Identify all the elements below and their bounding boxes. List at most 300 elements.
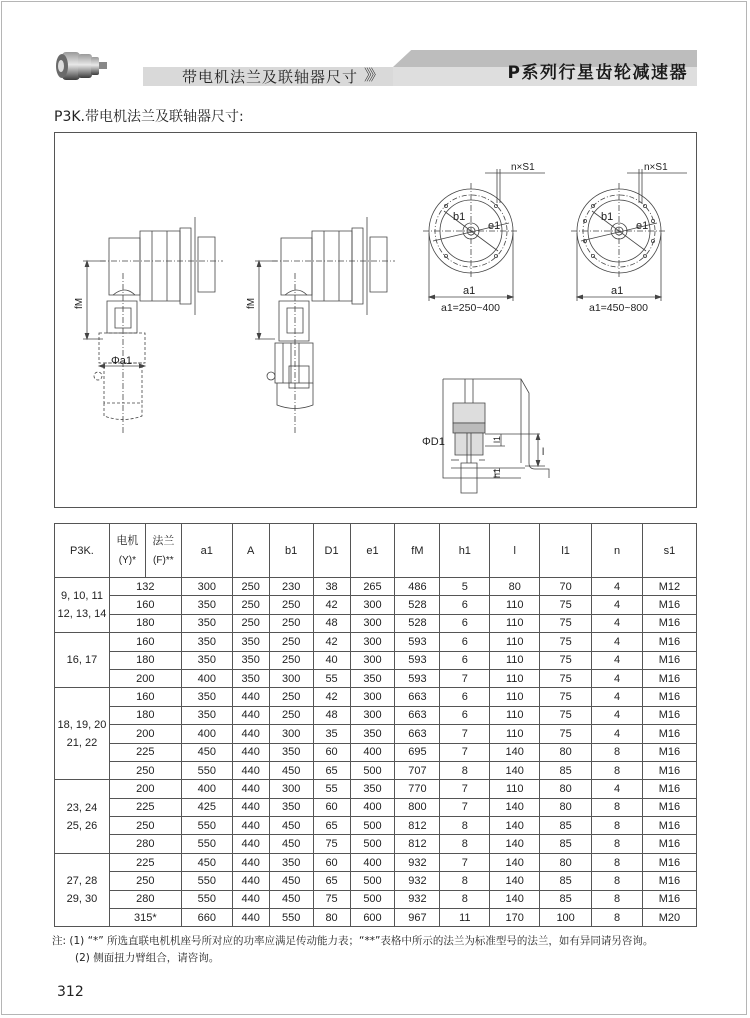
table-cell: M20 bbox=[642, 909, 696, 927]
table-cell: 250 bbox=[269, 633, 313, 651]
table-cell: 80 bbox=[540, 853, 592, 871]
header-flange-bottom: (F)** bbox=[153, 554, 174, 566]
table-cell: 440 bbox=[232, 725, 269, 743]
table-cell: M16 bbox=[642, 614, 696, 632]
table-cell: 140 bbox=[490, 872, 540, 890]
table-cell: 225 bbox=[109, 853, 181, 871]
table-cell: 200 bbox=[109, 669, 181, 687]
l-label: l bbox=[542, 447, 545, 458]
table-cell: 140 bbox=[490, 835, 540, 853]
table-cell: 225 bbox=[109, 798, 181, 816]
model-line-1: 23, 24 bbox=[66, 801, 98, 814]
table-cell: 6 bbox=[440, 706, 490, 724]
dimension-table bbox=[54, 523, 697, 927]
table-cell: 400 bbox=[181, 669, 232, 687]
table-cell: 663 bbox=[395, 706, 440, 724]
table-cell: 6 bbox=[440, 651, 490, 669]
table-cell: 110 bbox=[490, 725, 540, 743]
table-row bbox=[55, 909, 697, 927]
header-A: A bbox=[232, 524, 269, 578]
table-cell: 350 bbox=[269, 743, 313, 761]
table-row bbox=[55, 706, 697, 724]
header-b1: b1 bbox=[269, 524, 313, 578]
table-cell: 593 bbox=[395, 651, 440, 669]
note-1: 注: (1) “*” 所选直联电机机座号所对应的功率应满足传动能力表；“**”表格中所示的法兰为标准型号的法兰，如有异同请另咨询。 bbox=[52, 935, 654, 947]
table-cell: 4 bbox=[592, 578, 643, 596]
table-cell: 486 bbox=[395, 578, 440, 596]
table-cell: 350 bbox=[350, 780, 395, 798]
table-cell: 85 bbox=[540, 872, 592, 890]
table-cell: 440 bbox=[232, 835, 269, 853]
model-line-1: 27, 28 bbox=[66, 875, 98, 888]
table-cell: 300 bbox=[269, 725, 313, 743]
table-cell: 280 bbox=[109, 890, 181, 908]
table-cell: 75 bbox=[313, 835, 350, 853]
table-cell: 75 bbox=[540, 633, 592, 651]
gearbox-left bbox=[94, 217, 223, 433]
flange-view-small bbox=[423, 169, 545, 301]
table-cell: 812 bbox=[395, 835, 440, 853]
table-cell: 695 bbox=[395, 743, 440, 761]
table-cell: M16 bbox=[642, 817, 696, 835]
model-cell bbox=[55, 688, 110, 780]
table-row bbox=[55, 651, 697, 669]
table-cell: 250 bbox=[269, 596, 313, 614]
table-cell: 250 bbox=[269, 706, 313, 724]
table-cell: 85 bbox=[540, 761, 592, 779]
table-cell: 300 bbox=[269, 780, 313, 798]
model-line-2: 25, 26 bbox=[66, 819, 98, 832]
table-cell: 230 bbox=[269, 578, 313, 596]
table-cell: 350 bbox=[269, 798, 313, 816]
table-cell: 265 bbox=[350, 578, 395, 596]
table-row bbox=[55, 614, 697, 632]
table-cell: 500 bbox=[350, 872, 395, 890]
header-fM: fM bbox=[395, 524, 440, 578]
table-cell: 450 bbox=[269, 817, 313, 835]
table-cell: 7 bbox=[440, 669, 490, 687]
table-cell: 400 bbox=[350, 798, 395, 816]
model-cell bbox=[55, 853, 110, 927]
table-cell: M16 bbox=[642, 651, 696, 669]
table-cell: 48 bbox=[313, 706, 350, 724]
table-cell: 350 bbox=[350, 669, 395, 687]
table-cell: 593 bbox=[395, 669, 440, 687]
table-row bbox=[55, 596, 697, 614]
table-cell: 85 bbox=[540, 890, 592, 908]
table-cell: 300 bbox=[269, 669, 313, 687]
table-cell: 7 bbox=[440, 743, 490, 761]
table-cell: M16 bbox=[642, 743, 696, 761]
table-cell: 8 bbox=[592, 890, 643, 908]
table-cell: 80 bbox=[540, 743, 592, 761]
table-cell: 4 bbox=[592, 725, 643, 743]
model-line-2: 12, 13, 14 bbox=[57, 608, 107, 621]
table-cell: 180 bbox=[109, 614, 181, 632]
table-cell: 65 bbox=[313, 761, 350, 779]
table-cell: 812 bbox=[395, 817, 440, 835]
page-number: 312 bbox=[57, 984, 84, 1000]
table-row bbox=[55, 780, 697, 798]
table-cell: 550 bbox=[181, 872, 232, 890]
table-cell: 35 bbox=[313, 725, 350, 743]
table-cell: 4 bbox=[592, 596, 643, 614]
table-cell: 450 bbox=[269, 761, 313, 779]
table-cell: 110 bbox=[490, 669, 540, 687]
a1-label-large: a1 bbox=[611, 285, 624, 297]
gearbox-right bbox=[255, 217, 395, 433]
model-line-2: 29, 30 bbox=[66, 893, 98, 906]
table-cell: 110 bbox=[490, 633, 540, 651]
header-n: n bbox=[592, 524, 643, 578]
table-cell: 280 bbox=[109, 835, 181, 853]
table-cell: 300 bbox=[350, 614, 395, 632]
model-cell bbox=[55, 780, 110, 854]
table-cell: M16 bbox=[642, 706, 696, 724]
table-cell: 440 bbox=[232, 780, 269, 798]
table-cell: 4 bbox=[592, 633, 643, 651]
note-2: (2) 侧面扭力臂组合，请咨询。 bbox=[75, 952, 220, 964]
header-D1: D1 bbox=[313, 524, 350, 578]
header-l: l bbox=[490, 524, 540, 578]
table-cell: 400 bbox=[181, 780, 232, 798]
table-cell: 132 bbox=[109, 578, 181, 596]
table-cell: 450 bbox=[269, 835, 313, 853]
table-cell: 440 bbox=[232, 817, 269, 835]
table-cell: 75 bbox=[540, 725, 592, 743]
table-cell: 500 bbox=[350, 761, 395, 779]
header-flange bbox=[145, 524, 181, 578]
table-cell: 7 bbox=[440, 780, 490, 798]
table-cell: 75 bbox=[540, 688, 592, 706]
phi-a1-label: Φa1 bbox=[111, 355, 133, 367]
h1-label: h1 bbox=[492, 467, 502, 478]
table-cell: 932 bbox=[395, 853, 440, 871]
table-cell: M16 bbox=[642, 835, 696, 853]
table-cell: 4 bbox=[592, 651, 643, 669]
table-cell: 6 bbox=[440, 596, 490, 614]
header-l1: l1 bbox=[540, 524, 592, 578]
table-cell: 593 bbox=[395, 633, 440, 651]
table-cell: 350 bbox=[232, 669, 269, 687]
flange-view-large bbox=[571, 169, 687, 301]
table-cell: 550 bbox=[269, 909, 313, 927]
model-line-1: 9, 10, 11 bbox=[60, 590, 103, 603]
table-cell: 80 bbox=[540, 780, 592, 798]
table-cell: 60 bbox=[313, 853, 350, 871]
table-header-row bbox=[55, 524, 697, 578]
fm-label-left: fM bbox=[74, 297, 85, 309]
table-cell: 8 bbox=[592, 872, 643, 890]
table-cell: 8 bbox=[592, 835, 643, 853]
table-cell: 8 bbox=[592, 817, 643, 835]
table-cell: 663 bbox=[395, 688, 440, 706]
table-cell: M16 bbox=[642, 596, 696, 614]
table-cell: 300 bbox=[350, 688, 395, 706]
table-cell: 550 bbox=[181, 835, 232, 853]
table-cell: 160 bbox=[109, 633, 181, 651]
table-cell: 110 bbox=[490, 614, 540, 632]
header-a1: a1 bbox=[181, 524, 232, 578]
table-cell: 200 bbox=[109, 780, 181, 798]
table-row bbox=[55, 817, 697, 835]
table-cell: 300 bbox=[350, 651, 395, 669]
table-cell: 400 bbox=[350, 743, 395, 761]
table-cell: 440 bbox=[232, 798, 269, 816]
header-flange-top: 法兰 bbox=[152, 534, 175, 547]
table-cell: 550 bbox=[181, 817, 232, 835]
technical-drawing bbox=[54, 132, 697, 508]
table-cell: 8 bbox=[440, 890, 490, 908]
table-cell: 440 bbox=[232, 890, 269, 908]
table-cell: 75 bbox=[540, 614, 592, 632]
table-cell: 110 bbox=[490, 780, 540, 798]
header-motor-bottom: (Y)* bbox=[118, 554, 136, 566]
table-cell: M16 bbox=[642, 780, 696, 798]
table-cell: 110 bbox=[490, 651, 540, 669]
section-title: P3K.带电机法兰及联轴器尺寸: bbox=[54, 109, 244, 125]
table-cell: M16 bbox=[642, 761, 696, 779]
header-motor-top: 电机 bbox=[116, 534, 139, 547]
table-cell: M12 bbox=[642, 578, 696, 596]
table-cell: 100 bbox=[540, 909, 592, 927]
table-cell: 8 bbox=[440, 872, 490, 890]
table-cell: 80 bbox=[313, 909, 350, 927]
range-small-label: a1=250~400 bbox=[441, 302, 500, 314]
table-cell: 65 bbox=[313, 872, 350, 890]
table-cell: 440 bbox=[232, 743, 269, 761]
chevron-right-icon: 》》 bbox=[364, 66, 381, 84]
range-large-label: a1=450~800 bbox=[589, 302, 648, 314]
table-cell: 48 bbox=[313, 614, 350, 632]
table-cell: 110 bbox=[490, 596, 540, 614]
table-cell: 160 bbox=[109, 688, 181, 706]
table-row bbox=[55, 633, 697, 651]
table-cell: 7 bbox=[440, 725, 490, 743]
table-cell: 140 bbox=[490, 817, 540, 835]
table-cell: 663 bbox=[395, 725, 440, 743]
table-cell: 250 bbox=[232, 578, 269, 596]
table-cell: 528 bbox=[395, 614, 440, 632]
table-cell: 75 bbox=[540, 596, 592, 614]
table-cell: 8 bbox=[440, 761, 490, 779]
table-cell: 140 bbox=[490, 890, 540, 908]
table-cell: 550 bbox=[181, 761, 232, 779]
table-cell: 250 bbox=[269, 614, 313, 632]
header-h1: h1 bbox=[440, 524, 490, 578]
table-cell: 140 bbox=[490, 743, 540, 761]
table-cell: 300 bbox=[350, 596, 395, 614]
table-cell: 4 bbox=[592, 780, 643, 798]
table-cell: 4 bbox=[592, 706, 643, 724]
table-cell: 932 bbox=[395, 890, 440, 908]
table-cell: 300 bbox=[350, 706, 395, 724]
table-cell: 250 bbox=[269, 651, 313, 669]
table-cell: 42 bbox=[313, 688, 350, 706]
table-cell: 160 bbox=[109, 596, 181, 614]
table-cell: 55 bbox=[313, 780, 350, 798]
table-cell: 250 bbox=[269, 688, 313, 706]
table-row bbox=[55, 835, 697, 853]
table-row bbox=[55, 578, 697, 596]
table-row bbox=[55, 743, 697, 761]
table-cell: 6 bbox=[440, 688, 490, 706]
table-cell: 42 bbox=[313, 596, 350, 614]
table-cell: 65 bbox=[313, 817, 350, 835]
table-cell: 500 bbox=[350, 817, 395, 835]
table-cell: 350 bbox=[269, 853, 313, 871]
table-cell: 225 bbox=[109, 743, 181, 761]
table-row bbox=[55, 853, 697, 871]
table-cell: M16 bbox=[642, 853, 696, 871]
table-cell: 75 bbox=[313, 890, 350, 908]
table-cell: 85 bbox=[540, 835, 592, 853]
table-cell: 11 bbox=[440, 909, 490, 927]
table-cell: 7 bbox=[440, 853, 490, 871]
table-cell: 440 bbox=[232, 706, 269, 724]
table-row bbox=[55, 725, 697, 743]
b1-label-large: b1 bbox=[601, 211, 614, 223]
b1-label-small: b1 bbox=[453, 211, 466, 223]
table-cell: 350 bbox=[181, 688, 232, 706]
table-cell: 250 bbox=[109, 872, 181, 890]
table-cell: 140 bbox=[490, 798, 540, 816]
table-cell: 60 bbox=[313, 798, 350, 816]
table-cell: 4 bbox=[592, 669, 643, 687]
table-cell: 350 bbox=[181, 614, 232, 632]
table-cell: 4 bbox=[592, 614, 643, 632]
table-cell: 967 bbox=[395, 909, 440, 927]
table-cell: 350 bbox=[232, 633, 269, 651]
table-cell: 800 bbox=[395, 798, 440, 816]
table-cell: 75 bbox=[540, 669, 592, 687]
gearbox-logo-icon bbox=[48, 46, 112, 84]
table-cell: 110 bbox=[490, 706, 540, 724]
table-cell: 55 bbox=[313, 669, 350, 687]
model-line-1: 16, 17 bbox=[66, 654, 98, 667]
table-cell: 350 bbox=[181, 633, 232, 651]
table-cell: 85 bbox=[540, 817, 592, 835]
table-cell: 7 bbox=[440, 798, 490, 816]
table-cell: M16 bbox=[642, 633, 696, 651]
table-cell: 450 bbox=[181, 743, 232, 761]
table-cell: 440 bbox=[232, 909, 269, 927]
table-cell: 600 bbox=[350, 909, 395, 927]
series-title: P系列行星齿轮减速器 bbox=[507, 63, 688, 83]
table-cell: 8 bbox=[440, 835, 490, 853]
table-cell: 250 bbox=[109, 817, 181, 835]
model-line-2: 21, 22 bbox=[66, 736, 98, 749]
table-cell: 300 bbox=[350, 633, 395, 651]
table-cell: 200 bbox=[109, 725, 181, 743]
table-cell: 528 bbox=[395, 596, 440, 614]
table-cell: 440 bbox=[232, 853, 269, 871]
table-cell: 500 bbox=[350, 835, 395, 853]
table-cell: 350 bbox=[181, 706, 232, 724]
table-cell: 70 bbox=[540, 578, 592, 596]
table-cell: 400 bbox=[350, 853, 395, 871]
header-e1: e1 bbox=[350, 524, 395, 578]
table-cell: 8 bbox=[440, 817, 490, 835]
table-cell: 315* bbox=[109, 909, 181, 927]
table-cell: 110 bbox=[490, 688, 540, 706]
table-cell: 770 bbox=[395, 780, 440, 798]
phi-d1-label: ΦD1 bbox=[422, 436, 445, 448]
table-cell: 660 bbox=[181, 909, 232, 927]
table-cell: 350 bbox=[181, 651, 232, 669]
header-motor bbox=[109, 524, 145, 578]
table-cell: 250 bbox=[232, 596, 269, 614]
table-cell: 350 bbox=[350, 725, 395, 743]
table-cell: 440 bbox=[232, 688, 269, 706]
table-cell: 5 bbox=[440, 578, 490, 596]
table-cell: 250 bbox=[109, 761, 181, 779]
a1-label-small: a1 bbox=[463, 285, 476, 297]
table-cell: M16 bbox=[642, 725, 696, 743]
table-cell: 932 bbox=[395, 872, 440, 890]
table-cell: 350 bbox=[232, 651, 269, 669]
table-cell: 8 bbox=[592, 761, 643, 779]
table-cell: 440 bbox=[232, 872, 269, 890]
table-cell: 450 bbox=[269, 872, 313, 890]
table-row bbox=[55, 761, 697, 779]
table-cell: 707 bbox=[395, 761, 440, 779]
table-row bbox=[55, 688, 697, 706]
table-cell: 450 bbox=[181, 853, 232, 871]
table-cell: 42 bbox=[313, 633, 350, 651]
table-cell: 8 bbox=[592, 909, 643, 927]
table-cell: 8 bbox=[592, 853, 643, 871]
drawing-canvas bbox=[55, 133, 698, 509]
table-cell: 80 bbox=[540, 798, 592, 816]
table-cell: 140 bbox=[490, 761, 540, 779]
table-cell: 60 bbox=[313, 743, 350, 761]
table-cell: 80 bbox=[490, 578, 540, 596]
fm-dimension-left bbox=[83, 261, 145, 368]
table-cell: 425 bbox=[181, 798, 232, 816]
table-cell: M16 bbox=[642, 890, 696, 908]
fm-label-right: fM bbox=[246, 297, 257, 309]
e1-label-small: e1 bbox=[488, 220, 501, 232]
table-cell: 300 bbox=[181, 578, 232, 596]
table-cell: 140 bbox=[490, 853, 540, 871]
table-row bbox=[55, 872, 697, 890]
table-cell: 180 bbox=[109, 651, 181, 669]
table-cell: 550 bbox=[181, 890, 232, 908]
table-cell: M16 bbox=[642, 688, 696, 706]
table-cell: 40 bbox=[313, 651, 350, 669]
e1-label-large: e1 bbox=[636, 220, 649, 232]
table-cell: 170 bbox=[490, 909, 540, 927]
model-cell bbox=[55, 578, 110, 633]
table-cell: M16 bbox=[642, 669, 696, 687]
table-row bbox=[55, 798, 697, 816]
table-cell: M16 bbox=[642, 798, 696, 816]
notes bbox=[52, 933, 653, 967]
table-cell: 500 bbox=[350, 890, 395, 908]
header-model: P3K. bbox=[55, 524, 110, 578]
table-cell: 350 bbox=[181, 596, 232, 614]
model-cell bbox=[55, 633, 110, 688]
table-cell: 440 bbox=[232, 761, 269, 779]
table-row bbox=[55, 669, 697, 687]
table-cell: 4 bbox=[592, 688, 643, 706]
table-cell: 400 bbox=[181, 725, 232, 743]
table-cell: 6 bbox=[440, 633, 490, 651]
header-s1: s1 bbox=[642, 524, 696, 578]
table-cell: 75 bbox=[540, 706, 592, 724]
subtitle: 带电机法兰及联轴器尺寸 bbox=[182, 68, 359, 86]
